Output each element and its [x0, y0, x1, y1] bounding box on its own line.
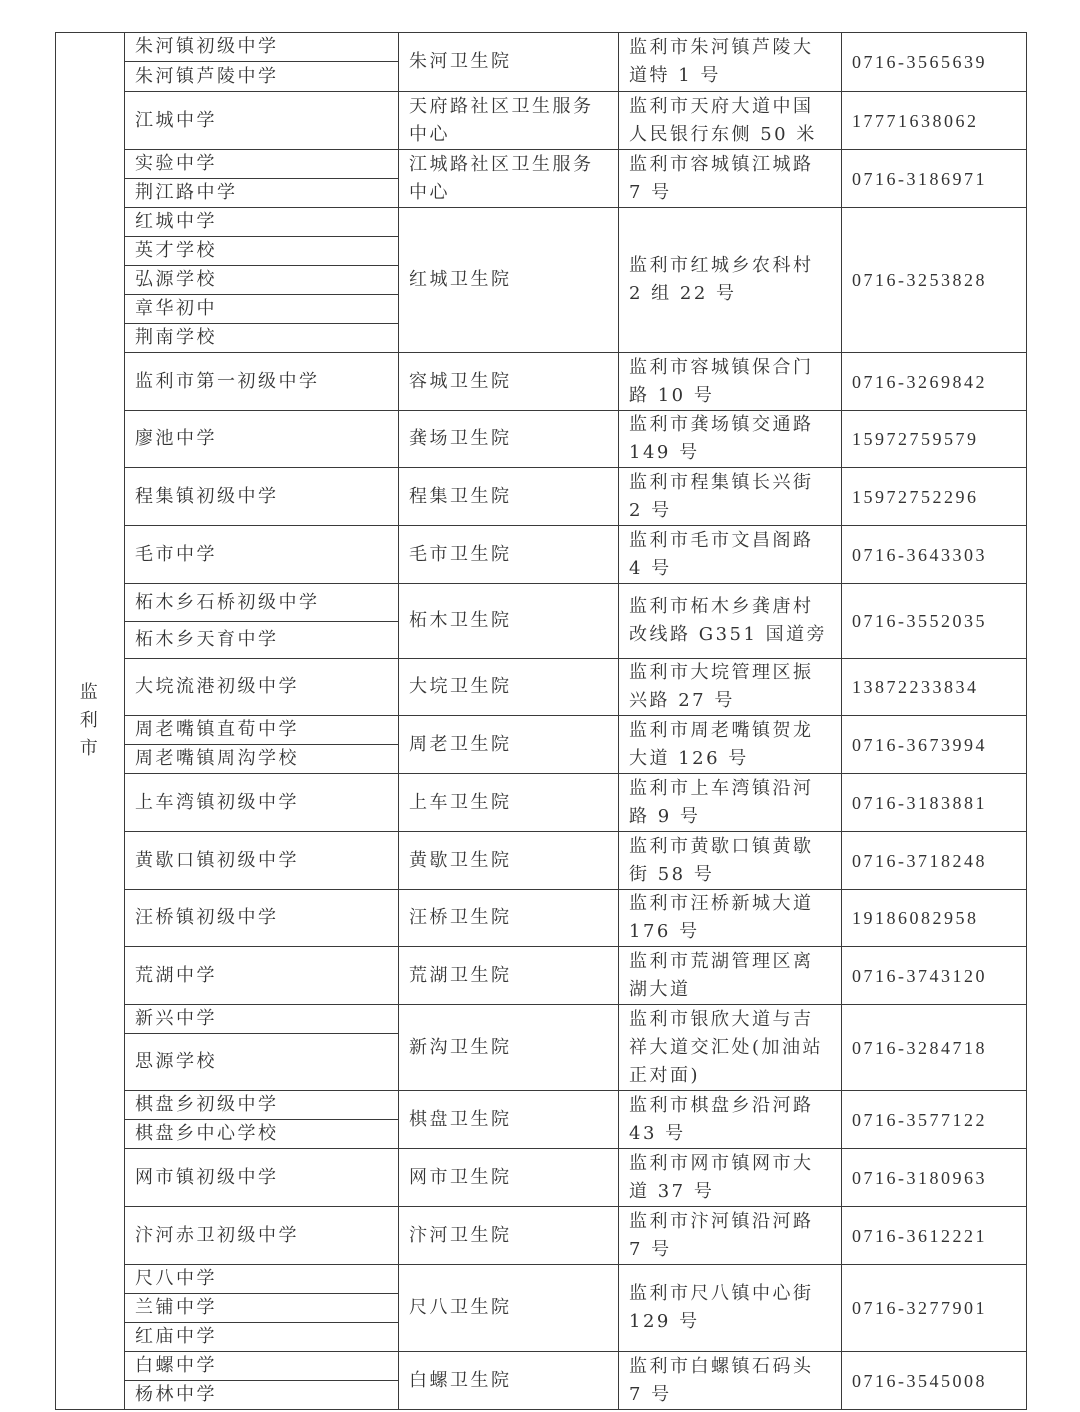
school-name: 杨林中学: [125, 1381, 399, 1410]
table-row: [56, 1265, 1027, 1294]
hospital-address: 监利市程集镇长兴街 2 号: [619, 468, 842, 526]
hospital-address: 监利市棋盘乡沿河路 43 号: [619, 1091, 842, 1149]
hospital-address: 监利市周老嘴镇贺龙大道 126 号: [619, 716, 842, 774]
table-row: [56, 659, 1027, 716]
table-row: [56, 468, 1027, 526]
school-name: 朱河镇初级中学: [125, 33, 399, 62]
hospital-phone: 0716-3284718: [842, 1005, 1027, 1091]
school-name: 黄歇口镇初级中学: [125, 832, 399, 890]
school-name: 网市镇初级中学: [125, 1149, 399, 1207]
table-row: [56, 208, 1027, 237]
hospital-address: 监利市朱河镇芦陵大道特 1 号: [619, 33, 842, 92]
hospital-phone: 0716-3565639: [842, 33, 1027, 92]
hospital-phone: 0716-3718248: [842, 832, 1027, 890]
table-row: [56, 33, 1027, 62]
table-row: [56, 716, 1027, 745]
table-row: [56, 584, 1027, 622]
hospital-name: 天府路社区卫生服务中心: [399, 92, 619, 150]
table-row: [56, 526, 1027, 584]
hospital-address: 监利市荒湖管理区离湖大道: [619, 947, 842, 1005]
table-row: [56, 774, 1027, 832]
hospital-address: 监利市毛市文昌阁路 4 号: [619, 526, 842, 584]
table-row: [56, 1352, 1027, 1381]
school-name: 大垸流港初级中学: [125, 659, 399, 716]
school-name: 弘源学校: [125, 266, 399, 295]
hospital-address: 监利市网市镇网市大道 37 号: [619, 1149, 842, 1207]
hospital-name: 江城路社区卫生服务中心: [399, 150, 619, 208]
school-name: 江城中学: [125, 92, 399, 150]
hospital-name: 朱河卫生院: [399, 33, 619, 92]
school-name: 朱河镇芦陵中学: [125, 62, 399, 92]
hospital-name: 程集卫生院: [399, 468, 619, 526]
school-hospital-table: [55, 32, 1027, 1410]
table-row: [56, 1091, 1027, 1120]
hospital-name: 周老卫生院: [399, 716, 619, 774]
table-row: [56, 890, 1027, 947]
region-label: 监利市: [79, 682, 101, 759]
hospital-address: 监利市尺八镇中心街 129 号: [619, 1265, 842, 1352]
school-name: 红庙中学: [125, 1323, 399, 1352]
hospital-phone: 0716-3673994: [842, 716, 1027, 774]
hospital-name: 黄歇卫生院: [399, 832, 619, 890]
table-row: [56, 92, 1027, 150]
hospital-name: 柘木卫生院: [399, 584, 619, 659]
school-name: 兰铺中学: [125, 1294, 399, 1323]
hospital-phone: 19186082958: [842, 890, 1027, 947]
table-row: [56, 832, 1027, 890]
table-row: [56, 947, 1027, 1005]
hospital-phone: 0716-3612221: [842, 1207, 1027, 1265]
hospital-phone: 0716-3269842: [842, 353, 1027, 411]
hospital-address: 监利市柘木乡龚唐村改线路 G351 国道旁: [619, 584, 842, 659]
hospital-address: 监利市红城乡农科村 2 组 22 号: [619, 208, 842, 353]
school-name: 周老嘴镇直荀中学: [125, 716, 399, 745]
school-name: 程集镇初级中学: [125, 468, 399, 526]
hospital-phone: 15972752296: [842, 468, 1027, 526]
hospital-name: 红城卫生院: [399, 208, 619, 353]
school-name: 棋盘乡中心学校: [125, 1120, 399, 1149]
hospital-phone: 0716-3186971: [842, 150, 1027, 208]
school-name: 荆江路中学: [125, 179, 399, 208]
school-name: 上车湾镇初级中学: [125, 774, 399, 832]
hospital-phone: 0716-3552035: [842, 584, 1027, 659]
school-name: 白螺中学: [125, 1352, 399, 1381]
region-cell: [56, 33, 125, 1410]
hospital-name: 容城卫生院: [399, 353, 619, 411]
school-name: 监利市第一初级中学: [125, 353, 399, 411]
hospital-address: 监利市大垸管理区振兴路 27 号: [619, 659, 842, 716]
hospital-phone: 0716-3743120: [842, 947, 1027, 1005]
school-name: 周老嘴镇周沟学校: [125, 745, 399, 774]
hospital-name: 汪桥卫生院: [399, 890, 619, 947]
hospital-phone: 0716-3183881: [842, 774, 1027, 832]
school-name: 汴河赤卫初级中学: [125, 1207, 399, 1265]
hospital-phone: 0716-3253828: [842, 208, 1027, 353]
hospital-phone: 15972759579: [842, 411, 1027, 468]
school-name: 章华初中: [125, 295, 399, 324]
hospital-name: 龚场卫生院: [399, 411, 619, 468]
hospital-phone: 0716-3180963: [842, 1149, 1027, 1207]
hospital-phone: 0716-3545008: [842, 1352, 1027, 1410]
school-name: 新兴中学: [125, 1005, 399, 1034]
school-name: 毛市中学: [125, 526, 399, 584]
school-name: 尺八中学: [125, 1265, 399, 1294]
hospital-phone: 17771638062: [842, 92, 1027, 150]
school-name: 棋盘乡初级中学: [125, 1091, 399, 1120]
hospital-address: 监利市容城镇保合门路 10 号: [619, 353, 842, 411]
hospital-address: 监利市天府大道中国人民银行东侧 50 米: [619, 92, 842, 150]
school-name: 廖池中学: [125, 411, 399, 468]
school-name: 柘木乡天育中学: [125, 622, 399, 659]
hospital-phone: 0716-3277901: [842, 1265, 1027, 1352]
school-name: 汪桥镇初级中学: [125, 890, 399, 947]
table-row: [56, 353, 1027, 411]
hospital-address: 监利市银欣大道与吉祥大道交汇处(加油站正对面): [619, 1005, 842, 1091]
hospital-address: 监利市龚场镇交通路 149 号: [619, 411, 842, 468]
hospital-phone: 13872233834: [842, 659, 1027, 716]
hospital-name: 大垸卫生院: [399, 659, 619, 716]
table-row: [56, 411, 1027, 468]
hospital-address: 监利市上车湾镇沿河路 9 号: [619, 774, 842, 832]
hospital-address: 监利市白螺镇石码头 7 号: [619, 1352, 842, 1410]
hospital-name: 汴河卫生院: [399, 1207, 619, 1265]
hospital-name: 网市卫生院: [399, 1149, 619, 1207]
hospital-address: 监利市汴河镇沿河路 7 号: [619, 1207, 842, 1265]
table-row: [56, 1149, 1027, 1207]
hospital-phone: 0716-3577122: [842, 1091, 1027, 1149]
hospital-address: 监利市汪桥新城大道 176 号: [619, 890, 842, 947]
hospital-name: 荒湖卫生院: [399, 947, 619, 1005]
table-row: [56, 1005, 1027, 1034]
school-name: 柘木乡石桥初级中学: [125, 584, 399, 622]
school-name: 思源学校: [125, 1034, 399, 1091]
school-name: 荆南学校: [125, 324, 399, 353]
hospital-address: 监利市黄歇口镇黄歇街 58 号: [619, 832, 842, 890]
table-row: [56, 150, 1027, 179]
hospital-name: 棋盘卫生院: [399, 1091, 619, 1149]
hospital-name: 新沟卫生院: [399, 1005, 619, 1091]
school-name: 实验中学: [125, 150, 399, 179]
school-name: 红城中学: [125, 208, 399, 237]
hospital-address: 监利市容城镇江城路 7 号: [619, 150, 842, 208]
hospital-name: 白螺卫生院: [399, 1352, 619, 1410]
school-name: 英才学校: [125, 237, 399, 266]
hospital-name: 毛市卫生院: [399, 526, 619, 584]
table-row: [56, 1207, 1027, 1265]
hospital-name: 上车卫生院: [399, 774, 619, 832]
hospital-name: 尺八卫生院: [399, 1265, 619, 1352]
school-name: 荒湖中学: [125, 947, 399, 1005]
hospital-phone: 0716-3643303: [842, 526, 1027, 584]
